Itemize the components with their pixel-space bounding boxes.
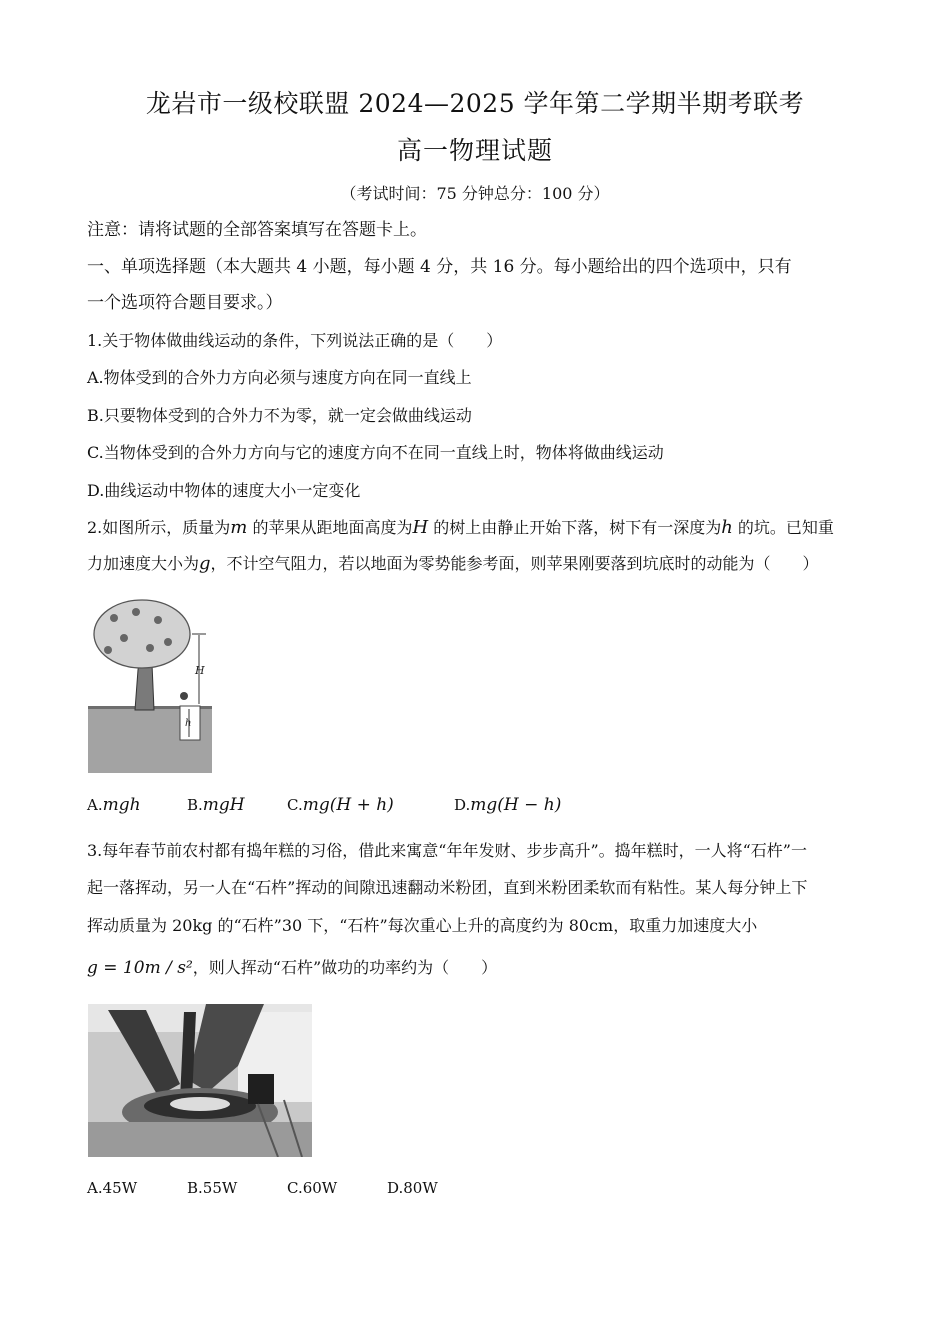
bucket <box>248 1074 274 1104</box>
q2-options <box>87 795 787 819</box>
notice: 注意：请将试题的全部答案填写在答题卡上。 <box>87 220 427 240</box>
apple-icon <box>154 616 162 624</box>
q1-option-b: B.只要物体受到的合外力不为零，就一定会做曲线运动 <box>87 406 472 425</box>
q2-stem-text: 的树上由静止开始下落，树下有一深度为 <box>428 518 722 537</box>
q2-stem-text: 2.如图所示，质量为 <box>87 518 231 537</box>
q2-option-a: A.mgh <box>87 795 141 815</box>
apple-tree-figure <box>88 598 212 773</box>
falling-apple-icon <box>180 692 188 700</box>
var-H: H <box>412 517 429 538</box>
apple-icon <box>110 614 118 622</box>
q3-stem-text: ，则人挥动“石杵”做功的功率约为（ ） <box>192 958 498 977</box>
q1-stem: 1.关于物体做曲线运动的条件，下列说法正确的是（ ） <box>87 331 503 350</box>
q3-option-c: C.60W <box>287 1179 338 1197</box>
apple-icon <box>164 638 172 646</box>
q2-option-b: B.mgH <box>187 795 245 815</box>
exam-info: （考试时间：75 分钟总分：100 分） <box>340 184 610 203</box>
section-heading-line1: 一、单项选择题（本大题共 4 小题，每小题 4 分，共 16 分。每小题给出的四个选项中，只有 <box>87 257 792 277</box>
q3-option-b: B.55W <box>187 1179 238 1197</box>
apple-icon <box>132 608 140 616</box>
apple-icon <box>120 634 128 642</box>
tree-crown <box>94 600 190 668</box>
q1-option-a: A.物体受到的合外力方向必须与速度方向在同一直线上 <box>87 368 472 387</box>
q3-stem-line1: 3.每年春节前农村都有捣年糕的习俗，借此来寓意“年年发财、步步高升”。捣年糕时，一人将“石杵”一 <box>87 841 807 860</box>
q3-option-d: D.80W <box>387 1179 438 1197</box>
apple-icon <box>146 644 154 652</box>
q1-option-d: D.曲线运动中物体的速度大小一定变化 <box>87 481 361 500</box>
rice-cake-pounding-photo <box>88 1004 312 1157</box>
q2-stem-text: 的苹果从距地面高度为 <box>247 518 413 537</box>
label-H: H <box>195 664 205 677</box>
rice-dough <box>170 1097 230 1111</box>
q3-options <box>87 1179 787 1203</box>
section-heading-line2: 一个选项符合题目要求。） <box>87 293 283 313</box>
q2-stem-text: 的坑。已知重 <box>732 518 834 537</box>
q3-stem-line2: 起一落挥动，另一人在“石杵”挥动的间隙迅速翻动米粉团，直到米粉团柔软而有粘性。某人每分钟上下 <box>87 878 808 897</box>
q2-option-d: D.mg(H − h) <box>454 795 562 815</box>
var-m: m <box>230 517 248 538</box>
q2-stem-line2 <box>87 553 877 575</box>
q2-stem-line1 <box>87 517 877 539</box>
q2-option-c: C.mg(H + h) <box>287 795 394 815</box>
q1-option-c: C.当物体受到的合外力方向与它的速度方向不在同一直线上时，物体将做曲线运动 <box>87 443 664 462</box>
gravity-formula: g = 10m / s² <box>87 958 193 978</box>
label-h: h <box>185 718 192 729</box>
var-g: g <box>199 553 211 574</box>
apple-icon <box>104 646 112 654</box>
q2-stem-text: 力加速度大小为 <box>87 554 200 573</box>
q2-stem-text: ，不计空气阻力，若以地面为零势能参考面，则苹果刚要落到坑底时的动能为（ ） <box>210 554 819 573</box>
q3-stem-line4 <box>87 957 877 979</box>
var-h: h <box>721 517 733 538</box>
exam-title: 龙岩市一级校联盟 2024—2025 学年第二学期半期考联考 <box>145 89 805 118</box>
q3-option-a: A.45W <box>87 1179 138 1197</box>
exam-subject-title: 高一物理试题 <box>396 136 553 165</box>
q3-stem-line3: 挥动质量为 20kg 的“石杵”30 下，“石杵”每次重心上升的高度约为 80cm，取重力加速度大小 <box>87 916 758 935</box>
